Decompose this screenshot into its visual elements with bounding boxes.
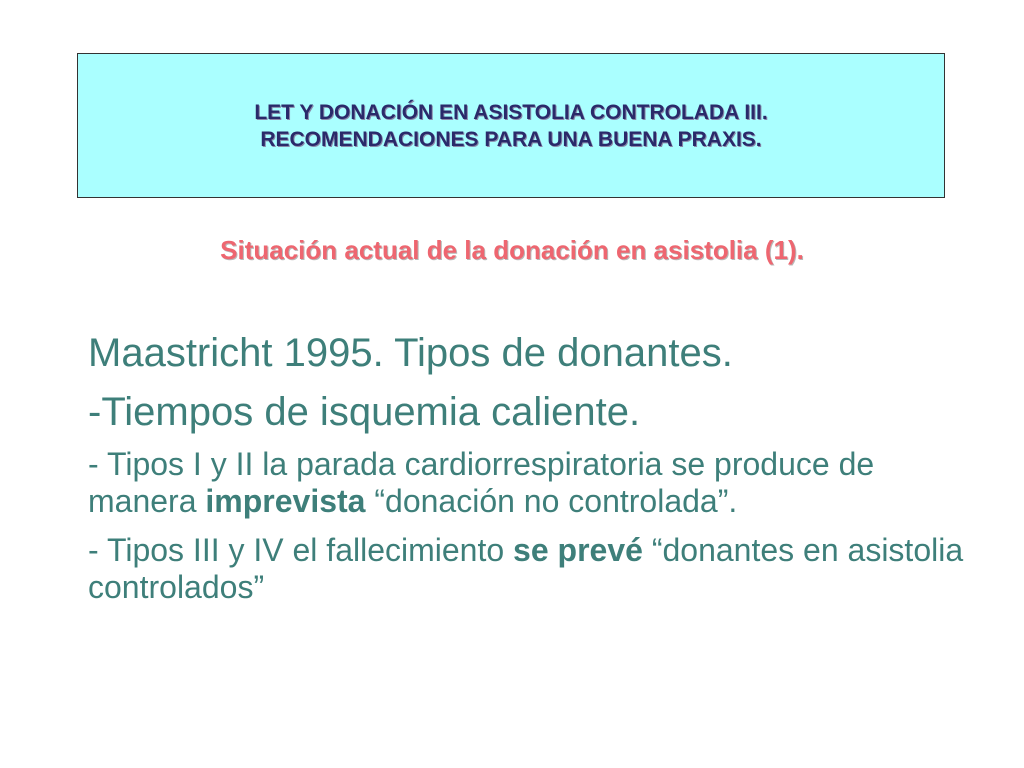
para4-bold-text: se prevé [513, 532, 643, 568]
title-box [77, 53, 945, 198]
para3-text-end: “donación no controlada”. [365, 483, 738, 519]
title-line-2: RECOMENDACIONES PARA UNA BUENA PRAXIS. [260, 127, 762, 151]
para4-text-end: “donantes en asistolia controlados” [88, 532, 964, 605]
slide-body [88, 328, 968, 618]
title-line-1: LET Y DONACIÓN EN ASISTOLIA CONTROLADA III. [254, 100, 768, 124]
para3-bold-text: imprevista [205, 483, 366, 519]
para4-text-start: - Tipos III y IV el fallecimiento [88, 532, 514, 568]
body-line-isquemia: -Tiempos de isquemia caliente. [88, 390, 641, 434]
body-paragraph-tipos-i-ii [88, 446, 968, 520]
body-paragraph-tipos-iii-iv [88, 532, 968, 606]
slide-subtitle: Situación actual de la donación en asistolia (1). [220, 235, 804, 265]
para3-text-start: - Tipos I y II la parada cardiorrespiratoria se produce de manera [88, 446, 875, 519]
body-line-maastricht: Maastricht 1995. Tipos de donantes. [88, 331, 733, 375]
